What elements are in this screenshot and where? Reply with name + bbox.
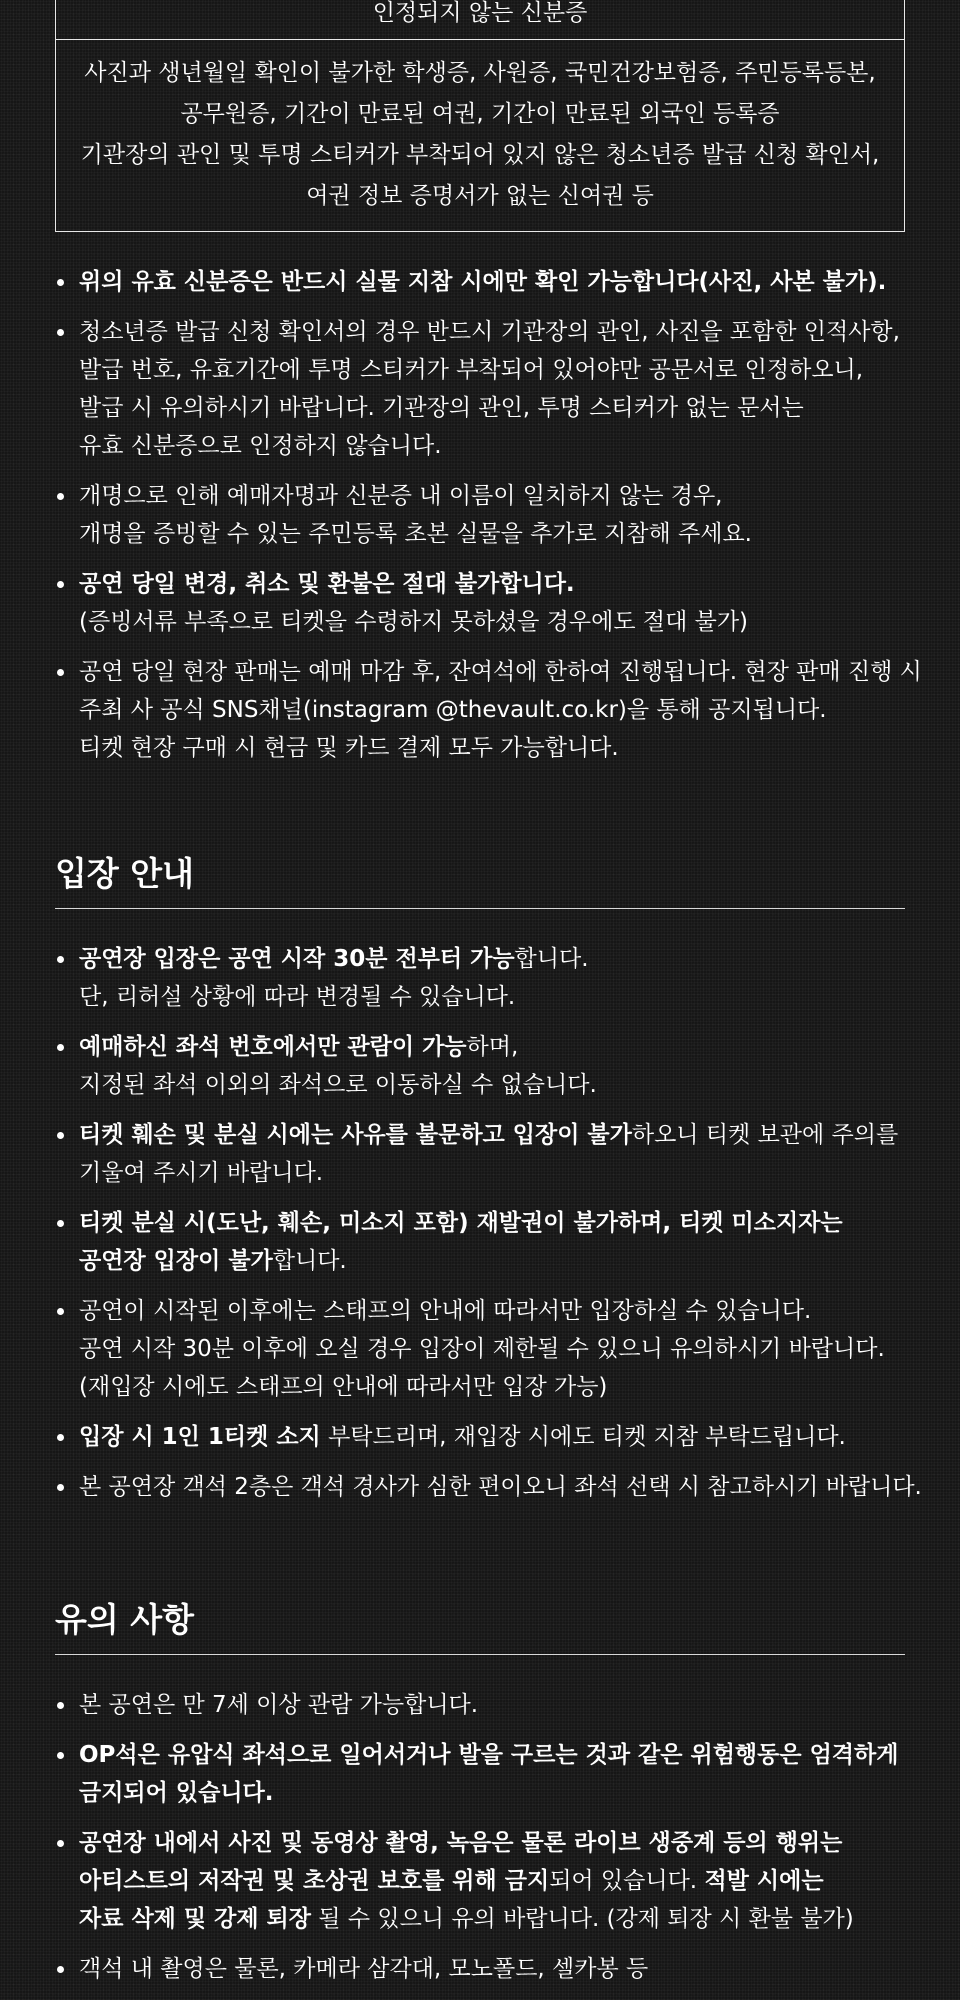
list-item-line — [79, 1418, 905, 1456]
notice-content — [55, 0, 922, 2000]
body-text: 부탁드리며, 재입장 시에도 티켓 지참 부탁드립니다. — [320, 1424, 846, 1450]
list-item-line — [79, 565, 905, 603]
body-text: 본 공연은 만 7세 이상 관람 가능합니다. — [79, 1692, 479, 1718]
body-text: 발급 시 유의하시기 바랍니다. 기관장의 관인, 투명 스티커가 없는 문서는 — [79, 395, 804, 421]
list-item-line — [79, 263, 905, 301]
emphasis-text: 아티스트의 저작권 및 초상권 보호를 위해 금지 — [79, 1868, 550, 1894]
entry-section-title: 입장 안내 — [55, 852, 905, 909]
list-item — [55, 653, 922, 767]
list-item-line — [79, 477, 905, 515]
emphasis-text: 공연장 내에서 사진 및 동영상 촬영, 녹음은 물론 라이브 생중계 등의 행위는 — [79, 1830, 843, 1856]
list-item — [55, 940, 905, 1016]
body-text: 될 수 있으니 유의 바랍니다. (강제 퇴장 시 환불 불가) — [311, 1906, 854, 1932]
emphasis-text: 위의 유효 신분증은 반드시 실물 지참 시에만 확인 가능합니다(사진, 사본 불가). — [79, 269, 887, 295]
list-item-line — [79, 389, 905, 427]
body-text: 되어 있습니다. — [549, 1868, 705, 1894]
list-item — [55, 477, 905, 553]
body-text: 공연이 시작된 이후에는 스태프의 안내에 따라서만 입장하실 수 있습니다. — [79, 1298, 812, 1324]
body-text: 주최 사 공식 SNS채널(instagram @thevault.co.kr)을 통해 공지됩니다. — [79, 697, 827, 723]
body-text: 발급 번호, 유효기간에 투명 스티커가 부착되어 있어야만 공문서로 인정하오니, — [79, 357, 864, 383]
body-text: 본 공연장 객석 2층은 객석 경사가 심한 편이오니 좌석 선택 시 참고하시기 바랍니다. — [79, 1474, 922, 1500]
list-item — [55, 1292, 905, 1406]
list-item-line — [79, 515, 905, 553]
list-item-line — [79, 351, 905, 389]
body-text: 개명을 증빙할 수 있는 주민등록 초본 실물을 추가로 지참해 주세요. — [79, 521, 752, 547]
body-text: 하오니 티켓 보관에 주의를 — [631, 1122, 899, 1148]
body-text: 공연 당일 현장 판매는 예매 마감 후, 잔여석에 한하여 진행됩니다. 현장 판매 진행 시 — [79, 659, 922, 685]
list-item-line — [79, 1066, 905, 1104]
list-item-line — [79, 313, 905, 351]
body-text: 유효 신분증으로 인정하지 않습니다. — [79, 433, 442, 459]
emphasis-text: 자료 삭제 및 강제 퇴장 — [79, 1906, 311, 1932]
emphasis-text: 공연장 입장은 공연 시작 30분 전부터 가능 — [79, 946, 515, 972]
list-item-line — [79, 1242, 905, 1280]
emphasis-text: 적발 시에는 — [704, 1868, 824, 1894]
emphasis-text: 공연 당일 변경, 취소 및 환불은 절대 불가합니다. — [79, 571, 575, 597]
list-item-line — [79, 1686, 905, 1724]
list-item — [55, 1950, 905, 1988]
list-item — [55, 1468, 922, 1506]
body-text: 티켓 현장 구매 시 현금 및 카드 결제 모두 가능합니다. — [79, 735, 619, 761]
emphasis-text: OP석은 유압식 좌석으로 일어서거나 발을 구르는 것과 같은 위험행동은 엄격하게 — [79, 1742, 899, 1768]
emphasis-text: 티켓 훼손 및 분실 시에는 사유를 불문하고 입장이 불가 — [79, 1122, 632, 1148]
emphasis-text: 공연장 입장이 불가 — [79, 1248, 273, 1274]
list-item — [55, 1736, 905, 1812]
entry-notes-list — [55, 940, 922, 1506]
list-item-line — [79, 940, 905, 978]
id-notes-list — [55, 263, 922, 767]
list-item-line — [79, 1468, 922, 1506]
list-item-line — [79, 1116, 905, 1154]
list-item-line — [79, 603, 905, 641]
body-text: (재입장 시에도 스태프의 안내에 따라서만 입장 가능) — [79, 1374, 608, 1400]
list-item — [55, 1116, 905, 1192]
list-item — [55, 263, 905, 301]
emphasis-text: 티켓 분실 시(도난, 훼손, 미소지 포함) 재발권이 불가하며, 티켓 미소지자는 — [79, 1210, 843, 1236]
emphasis-text: 입장 시 1인 1티켓 소지 — [79, 1424, 321, 1450]
caution-section-title: 유의 사항 — [55, 1598, 905, 1655]
list-item-line — [79, 1824, 905, 1862]
invalid-id-table — [55, 0, 905, 232]
list-item — [55, 1686, 905, 1724]
list-item-line — [79, 978, 905, 1016]
invalid-id-line: 사진과 생년월일 확인이 불가한 학생증, 사원증, 국민건강보험증, 주민등록등본, — [84, 60, 876, 86]
invalid-id-table-header: 인정되지 않는 신분증 — [56, 0, 904, 40]
body-text: 공연 시작 30분 이후에 오실 경우 입장이 제한될 수 있으니 유의하시기 바랍니다. — [79, 1336, 885, 1362]
body-text: (증빙서류 부족으로 티켓을 수령하지 못하셨을 경우에도 절대 불가) — [79, 609, 749, 635]
body-text: 객석 내 촬영은 물론, 카메라 삼각대, 모노폴드, 셀카봉 등 — [79, 1956, 649, 1982]
emphasis-text: 금지되어 있습니다. — [79, 1780, 274, 1806]
list-item-line — [79, 1028, 905, 1066]
list-item-line — [79, 1368, 905, 1406]
list-item-line — [79, 1154, 905, 1192]
list-item-line — [79, 1330, 905, 1368]
list-item — [55, 313, 905, 465]
body-text: 지정된 좌석 이외의 좌석으로 이동하실 수 없습니다. — [79, 1072, 597, 1098]
list-item — [55, 1028, 905, 1104]
list-item-line — [79, 1204, 905, 1242]
body-text: 청소년증 발급 신청 확인서의 경우 반드시 기관장의 관인, 사진을 포함한 인적사항, — [79, 319, 900, 345]
list-item-line — [79, 729, 905, 767]
body-text: 기울여 주시기 바랍니다. — [79, 1160, 324, 1186]
body-text: 합니다. — [514, 946, 589, 972]
caution-notes-list — [55, 1686, 905, 1988]
list-item-line — [79, 1900, 905, 1938]
body-text: 하며, — [466, 1034, 519, 1060]
invalid-id-line: 기관장의 관인 및 투명 스티커가 부착되어 있지 않은 청소년증 발급 신청 확인서, — [80, 142, 880, 168]
body-text: 단, 리허설 상황에 따라 변경될 수 있습니다. — [79, 984, 516, 1010]
list-item-line — [79, 1774, 905, 1812]
list-item-line — [79, 1736, 905, 1774]
list-item — [55, 1204, 905, 1280]
list-item-line — [79, 1950, 905, 1988]
list-item-line — [79, 427, 905, 465]
invalid-id-line: 공무원증, 기간이 만료된 여권, 기간이 만료된 외국인 등록증 — [180, 101, 780, 127]
emphasis-text: 예매하신 좌석 번호에서만 관람이 가능 — [79, 1034, 467, 1060]
list-item — [55, 1418, 905, 1456]
body-text: 합니다. — [272, 1248, 347, 1274]
list-item-line — [79, 1292, 905, 1330]
body-text: 개명으로 인해 예매자명과 신분증 내 이름이 일치하지 않는 경우, — [79, 483, 723, 509]
list-item-line — [79, 653, 922, 691]
invalid-id-table-body — [56, 40, 904, 231]
list-item-line — [79, 1862, 905, 1900]
list-item — [55, 1824, 905, 1938]
invalid-id-line: 여권 정보 증명서가 없는 신여권 등 — [306, 183, 654, 209]
list-item-line — [79, 691, 905, 729]
list-item — [55, 565, 905, 641]
